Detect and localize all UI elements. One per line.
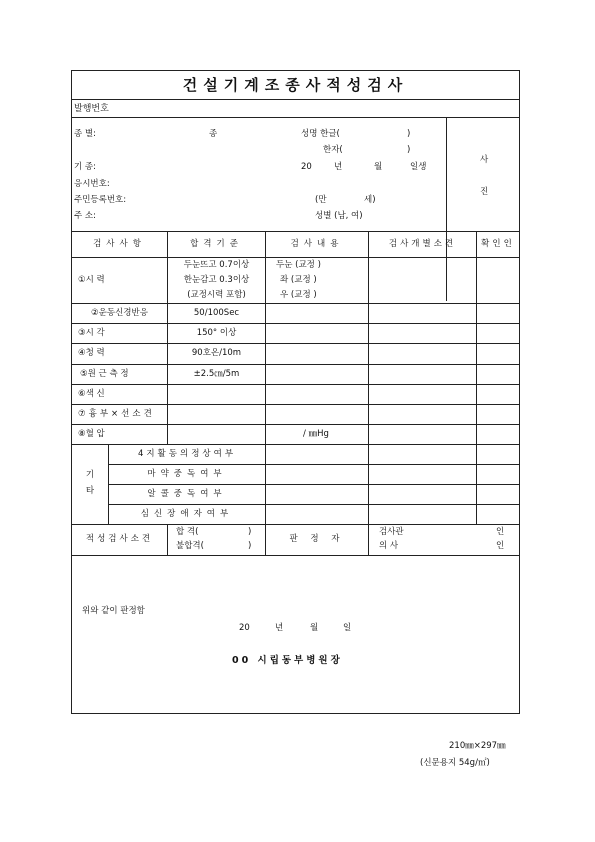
header-item: 검사사항 — [93, 239, 146, 249]
header-opinion: 검사개별소견 — [388, 239, 457, 249]
other-limbs: 4지활동의정상여부 — [137, 449, 237, 459]
row-line-10 — [108, 484, 519, 485]
paper-size: 210㎜×297㎜ — [449, 741, 506, 751]
birth-year-unit: 년 — [334, 162, 343, 172]
header-bottom-border — [72, 257, 519, 258]
name-hanja-label: 한자( — [323, 145, 343, 155]
birth-day-unit: 일생 — [410, 162, 427, 172]
depth-item: ⑤원 근 측 정 — [80, 369, 129, 379]
other-drugs: 마약중독여부 — [147, 469, 227, 479]
row-line-9 — [108, 464, 519, 465]
vision-content-right: 우 (교정 ) — [280, 290, 317, 300]
result-col-line-1 — [167, 524, 168, 555]
bp-item: ⑧혈 압 — [78, 429, 105, 439]
motion-standard: 50/100Sec — [193, 308, 240, 318]
other-label-2: 타 — [85, 486, 95, 496]
statement-text: 위와 같이 판정함 — [82, 606, 145, 616]
result-col-line-3 — [368, 524, 369, 555]
resident-number-label: 주민등록번호: — [74, 195, 127, 205]
row-line-6 — [72, 404, 519, 405]
hearing-item: ④청 력 — [78, 348, 105, 358]
col-line-3 — [368, 231, 369, 524]
other-label-1: 기 — [85, 470, 95, 480]
row-line-8 — [72, 444, 519, 445]
examiner-label: 검사관 — [379, 527, 404, 537]
row-line-12 — [72, 524, 519, 525]
row-line-3 — [72, 343, 519, 344]
hearing-standard: 90호온/10m — [191, 348, 242, 358]
personal-top-border — [72, 117, 519, 118]
vision-standard-3: (교정시력 포함) — [187, 290, 246, 300]
field-standard: 150° 이상 — [196, 328, 237, 338]
statement-month-unit: 월 — [310, 623, 319, 633]
field-item: ③시 각 — [78, 328, 105, 338]
row-line-7 — [72, 424, 519, 425]
doctor-seal: 인 — [496, 541, 505, 551]
pass-option: 합 격( — [176, 527, 199, 537]
other-alcohol: 알콜중독여부 — [147, 489, 227, 499]
birth-year: 20 — [301, 162, 312, 172]
photo-label-top: 사 — [480, 155, 489, 165]
header-standard: 합격기준 — [190, 239, 243, 249]
issue-number-label: 발행번호 — [74, 104, 109, 114]
vision-item: ①시 력 — [78, 275, 105, 285]
statement-year-unit: 년 — [275, 623, 284, 633]
statement-day-unit: 일 — [343, 623, 352, 633]
row-line-1 — [72, 303, 519, 304]
row-line-2 — [72, 323, 519, 324]
aptitude-test-form — [71, 70, 520, 714]
chest-item: ⑦흉부×선소견 — [78, 409, 155, 419]
vision-standard-1: 두눈뜨고 0.7이상 — [183, 260, 250, 270]
gender-field: 성별 (남, 여) — [315, 211, 363, 221]
other-disability: 심신장애자여부 — [140, 509, 234, 519]
judge-label: 판 정 자 — [289, 534, 345, 544]
form-title: 건설기계조종사적성검사 — [72, 71, 519, 100]
paper-type: (신문용지 54g/㎡) — [420, 758, 490, 768]
result-bottom-border — [72, 555, 519, 556]
fail-option-close: ) — [248, 541, 252, 551]
age-open: (만 — [315, 195, 327, 205]
vision-content-left: 좌 (교정 ) — [280, 275, 317, 285]
color-item: ⑥색 신 — [78, 389, 105, 399]
result-label: 적성검사소견 — [85, 534, 154, 544]
examiner-seal: 인 — [496, 527, 505, 537]
photo-label-bottom: 진 — [480, 187, 489, 197]
name-hanja-close: ) — [407, 145, 411, 155]
hospital-director: 00 시립동부병원장 — [232, 655, 343, 666]
col-line-2 — [265, 231, 266, 524]
col-line-4 — [476, 231, 477, 524]
statement-year: 20 — [239, 623, 250, 633]
table-top-border — [72, 231, 519, 232]
address-label: 주 소: — [74, 211, 96, 221]
doctor-label: 의 사 — [379, 541, 399, 551]
header-confirm: 확인인 — [481, 239, 515, 249]
exam-number-label: 응시번호: — [74, 179, 110, 189]
bp-content: / ㎜Hg — [303, 429, 329, 439]
motion-item: ②운동신경반응 — [91, 308, 148, 318]
row-line-11 — [108, 504, 519, 505]
vision-standard-2: 한눈감고 0.3이상 — [183, 275, 250, 285]
pass-option-close: ) — [248, 527, 252, 537]
depth-standard: ±2.5㎝/5m — [193, 369, 240, 379]
header-content: 검사내용 — [290, 239, 344, 249]
row-line-4 — [72, 364, 519, 365]
row-line-5 — [72, 384, 519, 385]
class-label: 기 종: — [74, 162, 96, 172]
type-label: 종 별: — [74, 129, 96, 139]
name-korean-label: 성명 한글( — [301, 129, 340, 139]
name-korean-close: ) — [407, 129, 411, 139]
type-suffix: 종 — [209, 129, 218, 139]
fail-option: 불합격( — [176, 541, 204, 551]
age-close: 세) — [364, 195, 376, 205]
vision-content-both: 두눈 (교정 ) — [276, 260, 321, 270]
photo-divider — [446, 117, 447, 301]
birth-month-unit: 월 — [374, 162, 383, 172]
